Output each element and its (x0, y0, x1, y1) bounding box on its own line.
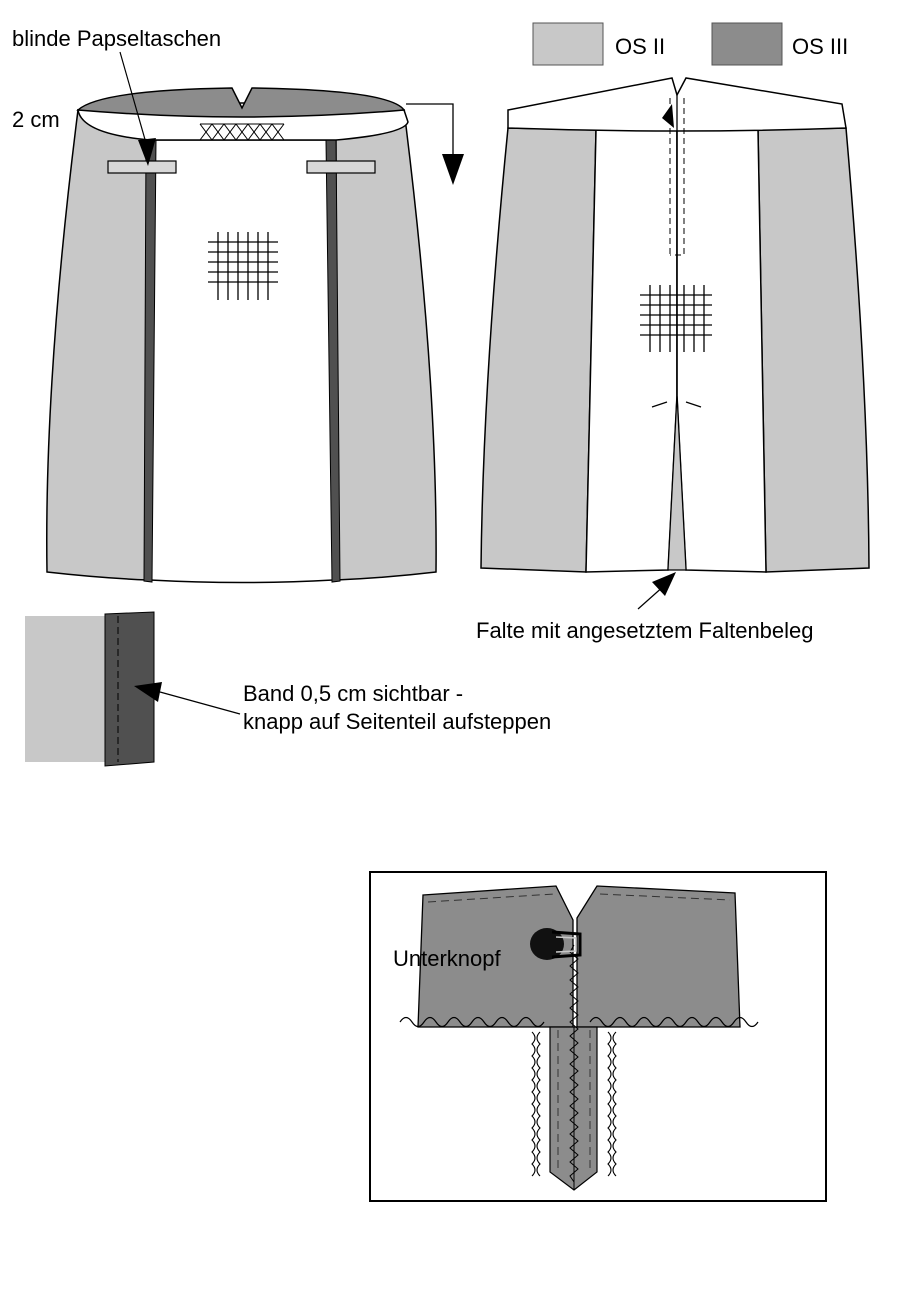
band-detail-side-panel (25, 616, 109, 762)
label-pleat: Falte mit angesetztem Faltenbeleg (476, 618, 814, 643)
pleat-arrowhead (652, 572, 676, 596)
closure-right-waistband (577, 886, 740, 1027)
back-center-right-panel (677, 130, 766, 572)
band-leader (160, 692, 240, 714)
back-center-left-panel (586, 130, 677, 572)
waistband-fold-arrow (406, 104, 453, 158)
band-detail (25, 612, 240, 766)
back-right-side-panel (758, 128, 869, 572)
front-left-pocket-flap (108, 161, 176, 173)
back-left-side-panel (481, 128, 596, 572)
front-right-pocket-flap (307, 161, 375, 173)
waistband-fold-arrowhead (442, 154, 464, 185)
legend-swatch-os2 (533, 23, 603, 65)
front-left-side-panel (47, 110, 148, 580)
label-band-line2: knapp auf Seitenteil aufsteppen (243, 709, 552, 734)
label-under-button: Unterknopf (393, 946, 501, 971)
legend-label-os3: OS III (792, 34, 849, 59)
skirt-back-view (481, 78, 869, 609)
front-right-side-panel (336, 110, 436, 580)
closure-detail-box (370, 872, 826, 1201)
label-band-line1: Band 0,5 cm sichtbar - (243, 681, 464, 706)
label-blind-pockets: blinde Papseltaschen (12, 26, 222, 51)
label-waistband-width: 2 cm (12, 107, 60, 132)
legend-swatch-os3 (712, 23, 782, 65)
front-center-panel (150, 140, 333, 583)
skirt-front-view (47, 52, 464, 583)
legend-label-os2: OS II (615, 34, 666, 59)
